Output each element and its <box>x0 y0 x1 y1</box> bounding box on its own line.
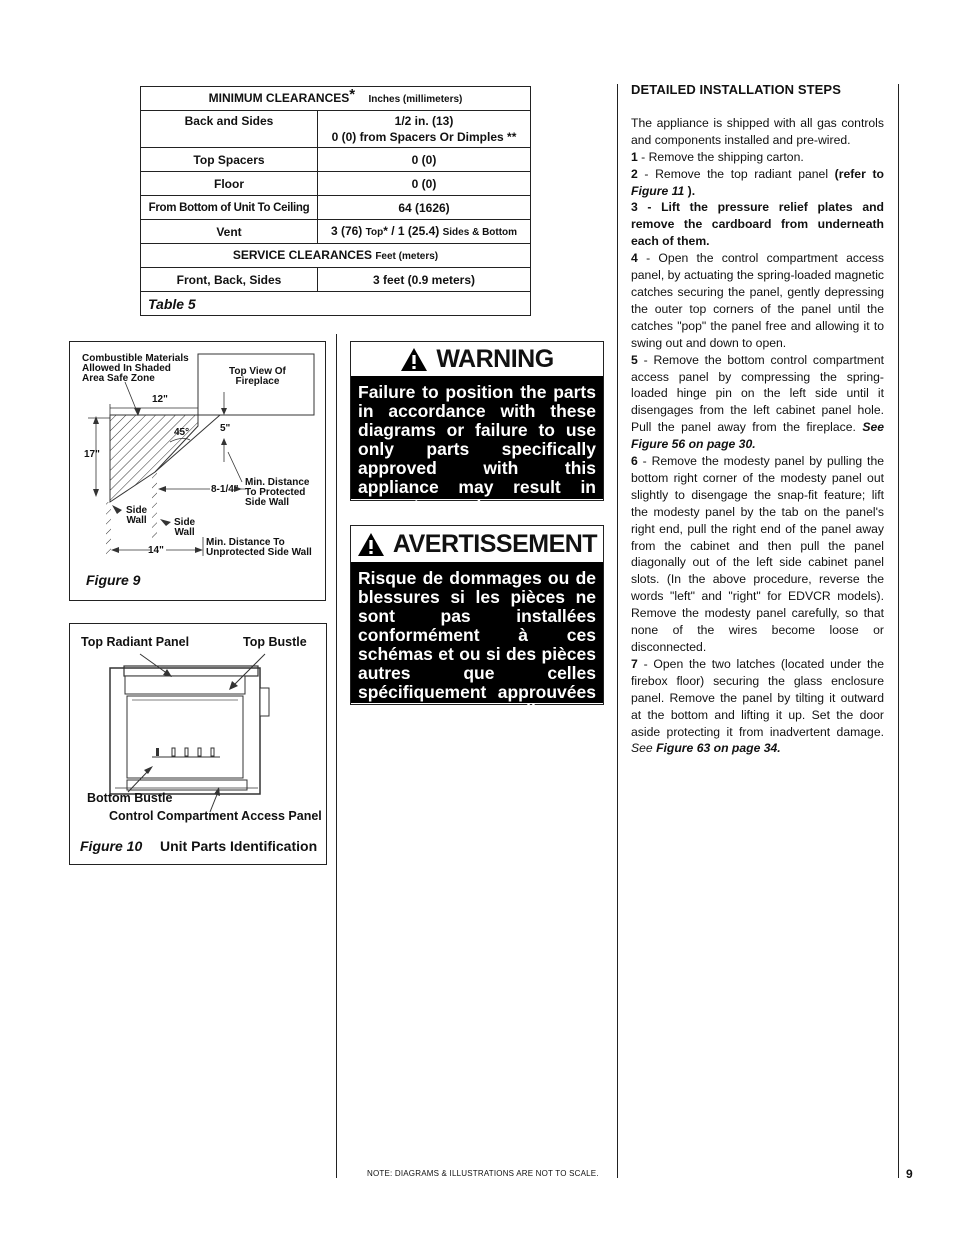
table-row <box>141 111 531 148</box>
side-wall-left <box>106 502 111 557</box>
avertissement-title: AVERTISSEMENT <box>392 529 598 558</box>
step-text: - Remove the modesty panel by pulling the bottom right corner of the modesty panel out slightly to disengage the snap-fit feature; lift the modesty panel by the tab on the panel's right end, pull the right end of the panel away from the cabinet and then pull the panel diagonally out of the left side cabinet panel slots. (In the above procedure, reverse the words "left" and "right" for EDVCR models). Remove the modesty panel carefully, so that none of the wires become loose or disconnected. <box>631 454 884 654</box>
step-text: - Open the control compartment access panel, by actuating the spring-loaded magnetic catches securing the panel, gently depressing the outer top corners of the panel until the catches "pop" the panel free and allowing it to swing out and down to open. <box>631 251 884 350</box>
step-5 <box>631 352 884 453</box>
label-side-wall-1 <box>126 506 147 526</box>
vent-value-sides: * / 1 (25.4) <box>383 223 440 238</box>
label-side-wall-2 <box>174 518 195 538</box>
step-number: 5 <box>631 352 638 367</box>
step-text: - Remove the top radiant panel <box>637 166 835 181</box>
footer-note: NOTE: DIAGRAMS & ILLUSTRATIONS ARE NOT TO SCALE. <box>367 1169 599 1178</box>
step-4 <box>631 250 884 351</box>
warning-title: WARNING <box>436 344 554 373</box>
label-top-view <box>229 367 286 387</box>
label-bottom-bustle: Bottom Bustle <box>87 791 173 805</box>
row-label: Back and Sides <box>141 111 318 148</box>
leader-protected <box>228 452 242 482</box>
header-star: * <box>349 85 356 103</box>
label-top-bustle: Top Bustle <box>243 635 307 649</box>
step-number: 2 <box>631 166 638 181</box>
control-compartment-panel-shape <box>127 780 247 790</box>
table-row <box>141 148 531 172</box>
row-label: Vent <box>141 220 318 244</box>
vent-sides-label: Sides & Bottom <box>442 226 518 238</box>
dim-arrow-14-left <box>111 547 119 553</box>
table-row <box>141 220 531 244</box>
table-row <box>141 172 531 196</box>
installation-steps <box>631 82 884 757</box>
cabinet-inner <box>125 676 245 694</box>
label-line: Area Safe Zone <box>82 373 155 384</box>
step-figure-ref: Figure 11 <box>631 183 685 198</box>
figure-10-caption-text: Unit Parts Identification <box>160 838 318 854</box>
label-min-unprotected <box>206 538 312 558</box>
firebox-opening <box>127 696 243 778</box>
clearance-table <box>140 86 531 316</box>
table-row <box>141 196 531 220</box>
label-line: Unprotected Side Wall <box>206 547 312 558</box>
dim-45-label: 45° <box>174 427 190 438</box>
label-line: Side <box>126 505 148 516</box>
steps-heading: DETAILED INSTALLATION STEPS <box>631 82 841 97</box>
page-number: 9 <box>906 1167 913 1181</box>
dim-arrow-5-top <box>221 408 227 415</box>
row-label: Front, Back, Sides <box>141 268 318 292</box>
burner-pin <box>156 748 159 756</box>
label-line: Combustible Materials <box>82 353 189 364</box>
warning-triangle-icon <box>357 532 385 557</box>
row-value-line1: 1/2 in. (13) <box>394 114 454 128</box>
label-line: To Protected <box>245 487 306 498</box>
dim-arrow-14-right <box>195 547 203 553</box>
column-divider-left <box>336 334 337 1178</box>
step-figure-ref: See Figure 56 on page 30. <box>631 420 884 452</box>
step-see: See <box>631 741 653 756</box>
dim-17-label: 17" <box>84 449 100 460</box>
dim-12-label: 12" <box>152 394 168 405</box>
avertissement-header <box>351 526 603 562</box>
row-value: 3 feet (0.9 meters) <box>318 268 531 292</box>
step-7 <box>631 656 884 757</box>
vent-value-top: 3 (76) <box>330 223 363 238</box>
row-value: 64 (1626) <box>318 196 531 220</box>
table-caption-row <box>141 292 531 316</box>
label-top-radiant-panel: Top Radiant Panel <box>81 635 190 649</box>
label-combustible <box>82 354 189 384</box>
row-value <box>318 111 531 148</box>
column-divider-right <box>617 84 618 1178</box>
step-text: - Open the two latches (located under the firebox floor) securing the glass enclosure panel. Remove the panel by tilting it outward at the bottom and lifting it up. Set the door aside protecting it from inadvertent damage. <box>631 656 884 739</box>
table-header-row <box>141 87 531 111</box>
label-line: Wall <box>174 527 195 538</box>
header-main: MINIMUM CLEARANCES <box>208 90 350 105</box>
dim-arrow-17-top <box>93 416 99 424</box>
step-number: 1 <box>631 149 638 164</box>
step-3 <box>631 199 884 250</box>
label-line: Side <box>174 517 196 528</box>
side-wall-arrow-1 <box>112 505 122 514</box>
steps-intro: The appliance is shipped with all gas controls and components installed and pre-wired. <box>631 115 884 147</box>
dim-8-label: 8-1/4" <box>211 484 239 495</box>
step-figure-ref: Figure 63 on page 34. <box>652 741 781 756</box>
side-vent-box <box>260 688 269 716</box>
table-row <box>141 268 531 292</box>
step-text: - Lift the pressure relief plates and remove the cardboard from underneath each of them. <box>631 200 884 249</box>
warning-header <box>351 342 603 376</box>
unit-parts-drawing <box>70 624 325 863</box>
label-line: Allowed In Shaded <box>82 363 171 374</box>
figure-9-caption: Figure 9 <box>86 572 141 588</box>
step-number: 4 <box>631 251 638 266</box>
step-number: 6 <box>631 454 638 469</box>
step-2 <box>631 166 884 200</box>
side-wall-arrow-2 <box>160 519 171 526</box>
row-value <box>318 220 531 244</box>
step-number: 3 <box>631 200 638 215</box>
row-label: Top Spacers <box>141 148 318 172</box>
row-value-line2: 0 (0) from Spacers Or Dimples ** <box>331 130 517 144</box>
avertissement-text: Risque de dommages ou de blessures si les pièces ne sont pas installées conformément à ces schémas et ou si des pièces autres que celles spécifiquement approuvées avec cet appareil sont utilisées. <box>351 562 603 703</box>
step-number: 7 <box>631 656 638 671</box>
table-caption: Table 5 <box>141 292 531 316</box>
figure-9 <box>69 341 326 601</box>
label-line: Min. Distance To <box>206 537 285 548</box>
label-line: Min. Distance <box>245 477 310 488</box>
row-label: Floor <box>141 172 318 196</box>
service-header-row <box>141 244 531 268</box>
label-line: Side Wall <box>245 497 290 508</box>
service-header <box>141 244 531 268</box>
warning-triangle-icon <box>400 347 428 372</box>
dim-arrow-17-bottom <box>93 489 99 497</box>
warning-box <box>350 341 604 516</box>
vent-top-label: Top <box>365 226 384 238</box>
service-header-units: Feet (meters) <box>375 250 439 262</box>
row-value: 0 (0) <box>318 148 531 172</box>
service-header-main: SERVICE CLEARANCES <box>232 247 372 262</box>
table-header <box>141 87 531 111</box>
label-line: Wall <box>126 515 147 526</box>
side-wall-right <box>152 472 157 542</box>
step-ref: (refer to <box>834 166 884 181</box>
avertissement-box <box>350 525 604 740</box>
dim-5-label: 5" <box>220 423 231 434</box>
dim-14-label: 14" <box>148 545 164 556</box>
header-units: Inches (millimeters) <box>368 93 463 105</box>
step-6 <box>631 453 884 656</box>
row-label: From Bottom of Unit To Ceiling <box>141 196 318 220</box>
figure-10 <box>69 623 327 865</box>
label-min-protected <box>245 478 309 508</box>
dim-arrow-5-bottom <box>221 438 227 445</box>
row-value: 0 (0) <box>318 172 531 196</box>
step-ref-end: ). <box>684 183 696 198</box>
label-line: Top View Of <box>229 366 286 377</box>
label-line: Fireplace <box>235 376 280 387</box>
step-1 <box>631 149 884 166</box>
step-text: - Remove the shipping carton. <box>637 149 804 164</box>
figure-10-caption: Figure 10 <box>80 838 143 854</box>
warning-text: Failure to position the parts in accordance with these diagrams or failure to use only parts specifically approved with this appliance may result in property damage or <box>351 376 603 499</box>
page-edge-rule <box>898 84 899 1178</box>
step-text: - Remove the bottom control compartment access panel by compressing the spring-loaded hinge pin on the left side until it disengages from the left cabinet panel hole. Pull the panel away from the fireplace. <box>631 352 884 435</box>
label-control-panel: Control Compartment Access Panel <box>109 809 322 823</box>
dim-arrow-8 <box>158 486 166 492</box>
